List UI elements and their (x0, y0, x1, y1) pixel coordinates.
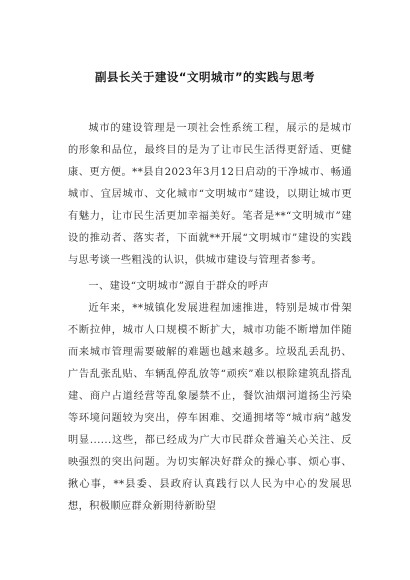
body-paragraph: 近年来，**城镇化发展进程加速推进，特别是城市骨架不断拉伸，城市人口规模不断扩大，城市功能不断增加伴随而来城市管理需要破解的难题也越来越多。垃圾乱丢乱扔、广告乱张乱贴、车辆乱停乱放等“顽疾”难以根除建筑乱搭乱建、商户占道经营等乱象屡禁不止，餐饮油烟河道扬尘污染等环境问题较为突出，停车困难、交通拥堵等“城市病”越发明显......这些，都已经成为广大市民群众普遍关心关注、反映强烈的突出问题。为切实解决好群众的操心事、烦心事、揪心事，**县委、县政府认真践行以人民为中心的发展思想，积极顺应群众新期待新盼望 (68, 303, 352, 512)
document-body (68, 118, 352, 518)
intro-paragraph: 城市的建设管理是一项社会性系统工程，展示的是城市的形象和品位，最终目的是为了让市民生活得更舒适、更健康、更方便。**县自2023年3月12日启动的干净城市、畅通城市、宜居城市、文化城市“文明城市”建设，以期让城市更有魅力，让市民生活更加幸福美好。笔者是**“文明城市”建设的推动者、落实者，下面就**开展“文明城市”建设的实践与思考谈一些粗浅的认识，供城市建设与管理者参考。 (68, 123, 352, 266)
document-title: 副县长关于建设“文明城市”的实践与思考 (94, 70, 316, 84)
section-heading: 一、建设“文明城市”源自于群众的呼声 (88, 281, 270, 292)
